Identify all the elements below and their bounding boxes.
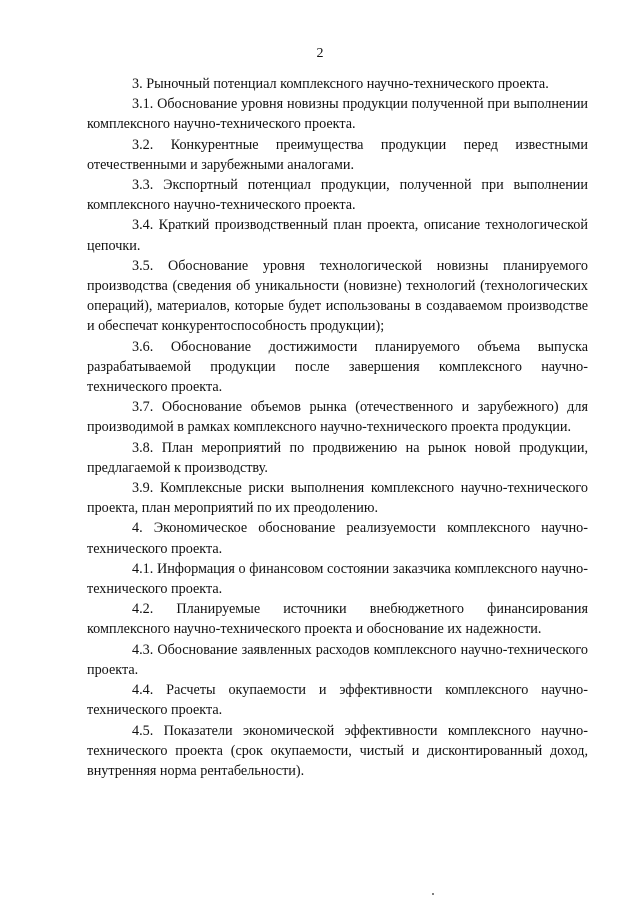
paragraph-4-1: 4.1. Информация о финансовом состоянии заказчика комплексного научно-технического проекта. — [87, 560, 588, 598]
document-body — [87, 74, 588, 781]
scan-artifact — [432, 893, 434, 895]
page-number: 2 — [316, 46, 324, 61]
paragraph-4-5: 4.5. Показатели экономической эффективности комплексного научно-технического проекта (срок окупаемости, чистый и дисконтированный доход, внутренняя норма рентабельности). — [87, 722, 588, 779]
paragraph-3-6: 3.6. Обоснование достижимости планируемого объема выпуска разрабатываемой продукции после завершения комплексного научно-технического проекта. — [87, 338, 588, 396]
paragraph-3-3: 3.3. Экспортный потенциал продукции, полученной при выполнении комплексного научно-технического проекта. — [87, 177, 588, 214]
paragraph-3-4: 3.4. Краткий производственный план проекта, описание технологической цепочки. — [87, 217, 588, 254]
paragraph-3-9: 3.9. Комплексные риски выполнения комплексного научно-технического проекта, план мероприятий по их преодолению. — [87, 480, 588, 517]
paragraph-4-4: 4.4. Расчеты окупаемости и эффективности комплексного научно-технического проекта. — [87, 682, 588, 719]
paragraph-4-3: 4.3. Обоснование заявленных расходов комплексного научно-технического проекта. — [87, 641, 588, 678]
paragraph-3-5: 3.5. Обоснование уровня технологической новизны планируемого производства (сведения об уникальности (новизне) технологий (технологических операций), материалов, которые будет использованы в создаваемом производстве и обеспечат конкурентоспособность продукции); — [87, 257, 588, 335]
paragraph-3-2: 3.2. Конкурентные преимущества продукции перед известными отечественными и зарубежными аналогами. — [87, 136, 588, 173]
paragraph-3-7: 3.7. Обоснование объемов рынка (отечественного и зарубежного) для производимой в рамках комплексного научно-технического проекта продукции. — [87, 399, 588, 436]
paragraph-4-2: 4.2. Планируемые источники внебюджетного финансирования комплексного научно-технического проекта и обоснование их надежности. — [87, 601, 588, 638]
paragraph-3: 3. Рыночный потенциал комплексного научно-технического проекта. — [132, 76, 549, 92]
paragraph-4: 4. Экономическое обоснование реализуемости комплексного научно-технического проекта. — [87, 520, 588, 557]
paragraph-3-8: 3.8. План мероприятий по продвижению на рынок новой продукции, предлагаемой к производству. — [87, 439, 588, 476]
paragraph-3-1: 3.1. Обоснование уровня новизны продукции полученной при выполнении комплексного научно-технического проекта. — [87, 96, 588, 133]
